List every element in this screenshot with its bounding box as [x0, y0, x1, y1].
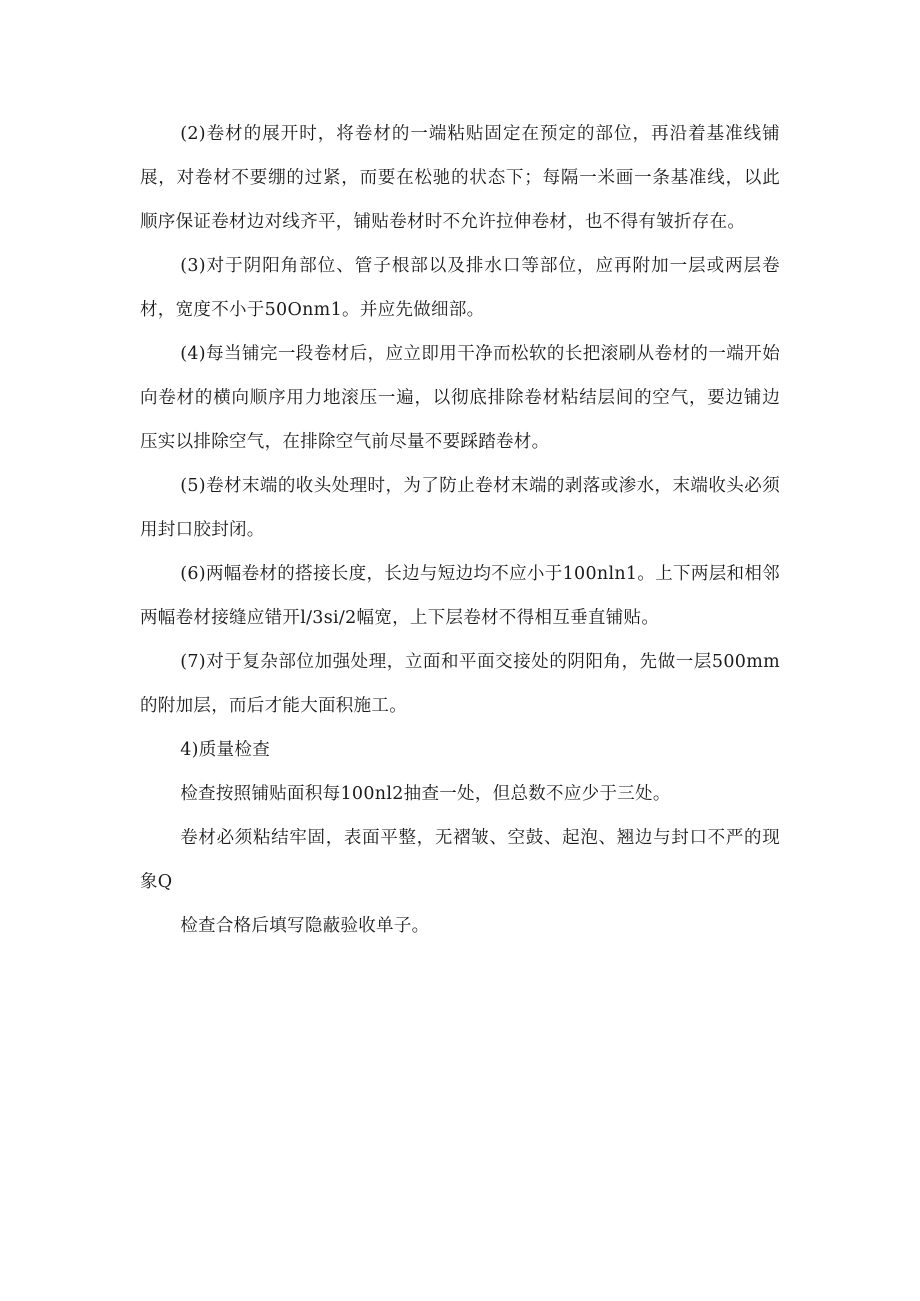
paragraph-acceptance-form: 检查合格后填写隐蔽验收单子。 [180, 916, 430, 936]
paragraph-overlap-length: (6)两幅卷材的搭接长度，长边与短边均不应小于100nln1。上下两层和相邻两幅卷材接缝应错开l∕3si∕2幅宽，上下层卷材不得相互垂直铺贴。 [140, 564, 780, 628]
paragraph-rolling-compaction: (4)每当铺完一段卷材后，应立即用干净而松软的长把滚刷从卷材的一端开始向卷材的横向顺序用力地滚压一遍，以彻底排除卷材粘结层间的空气，要边铺边压实以排除空气，在排除空气前尽量不要踩踏卷材。 [140, 344, 780, 452]
paragraph-unroll-membrane: (2)卷材的展开时，将卷材的一端粘贴固定在预定的部位，再沿着基准线铺展，对卷材不要绷的过紧，而要在松驰的状态下；每隔一米画一条基准线，以此顺序保证卷材边对线齐平，铺贴卷材时不允许拉伸卷材，也不得有皱折存在。 [140, 124, 780, 232]
paragraph-inspection-sampling: 检查按照铺贴面积每100nl2抽查一处，但总数不应少于三处。 [180, 784, 671, 804]
paragraph-end-sealing: (5)卷材末端的收头处理时，为了防止卷材末端的剥落或渗水，末端收头必须用封口胶封闭。 [140, 476, 780, 540]
paragraph-bonding-requirements: 卷材必须粘结牢固，表面平整，无褶皱、空鼓、起泡、翘边与封口不严的现象Q [140, 828, 780, 892]
paragraph-complex-areas: (7)对于复杂部位加强处理，立面和平面交接处的阴阳角，先做一层500mm的附加层，而后才能大面积施工。 [140, 652, 780, 716]
document-body [140, 112, 780, 948]
section-heading-quality-check: 4)质量检查 [180, 740, 271, 760]
paragraph-corner-reinforcement: (3)对于阴阳角部位、管子根部以及排水口等部位，应再附加一层或两层卷材，宽度不小于50Onm1。并应先做细部。 [140, 256, 780, 320]
